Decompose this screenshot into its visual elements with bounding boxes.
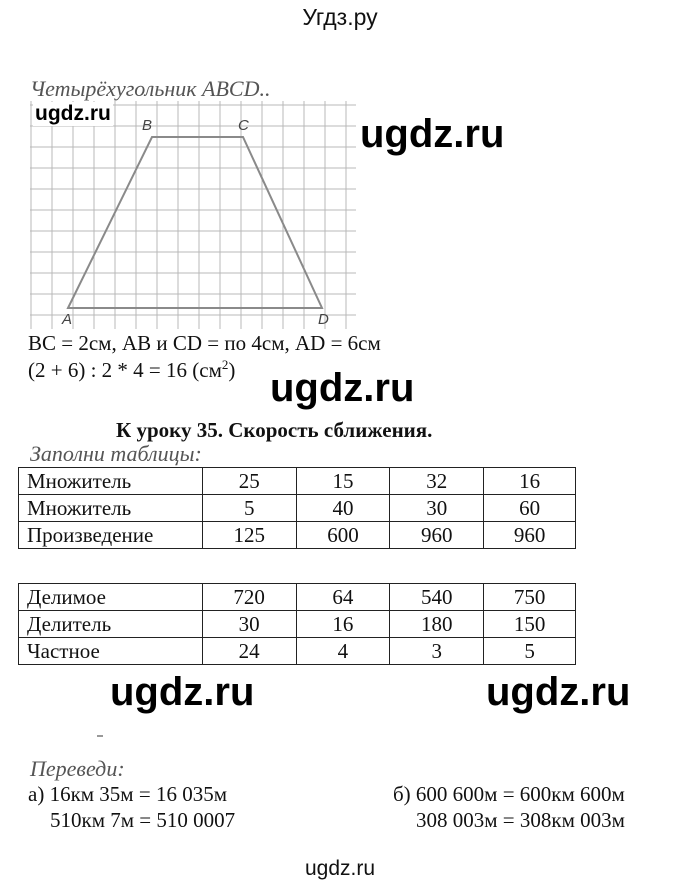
convert-heading: Переведи: — [30, 756, 125, 781]
watermark-large-1: ugdz.ru — [360, 112, 505, 156]
table-cell: 750 — [484, 584, 576, 611]
vertex-b-label: B — [142, 117, 153, 134]
table-row — [19, 522, 576, 549]
figure-background — [30, 101, 356, 329]
division-table — [18, 583, 576, 665]
table-cell: 30 — [390, 495, 484, 522]
table-cell: 24 — [202, 638, 296, 665]
site-header: Угдз.ру — [302, 4, 378, 30]
table-cell: 960 — [484, 522, 576, 549]
table-cell: 16 — [484, 468, 576, 495]
vertex-c-label: C — [238, 117, 249, 134]
convert-b1: б) 600 600м = 600км 600м — [393, 782, 625, 806]
table-cell: 3 — [390, 638, 484, 665]
table-cell: 600 — [296, 522, 390, 549]
multiplication-table — [18, 467, 576, 549]
lesson-title: К уроку 35. Скорость сближения. — [116, 418, 433, 442]
convert-b2: 308 003м = 308км 003м — [416, 808, 625, 832]
vertex-a-label: A — [62, 311, 73, 328]
table-cell: 16 — [296, 611, 390, 638]
figure-caption: Четырёхугольник ABCD.. — [30, 76, 271, 101]
row-label: Делитель — [19, 611, 203, 638]
table-cell: 30 — [202, 611, 296, 638]
site-footer: ugdz.ru — [304, 857, 376, 880]
area-formula-end: ) — [228, 358, 236, 382]
table-row — [19, 495, 576, 522]
vertex-d-label: D — [318, 311, 329, 328]
watermark-large-3: ugdz.ru — [110, 670, 255, 714]
table-row — [19, 468, 576, 495]
area-formula-sup: 2 — [221, 357, 229, 372]
area-formula-main: (2 + 6) : 2 * 4 = 16 (см — [28, 358, 222, 382]
table-cell: 40 — [296, 495, 390, 522]
table-row — [19, 611, 576, 638]
table-cell: 25 — [202, 468, 296, 495]
table-cell: 540 — [390, 584, 484, 611]
watermark-large-4: ugdz.ru — [486, 670, 631, 714]
area-formula-line — [28, 357, 235, 383]
watermark-large-2: ugdz.ru — [270, 366, 415, 410]
convert-a2: 510км 7м = 510 0007 — [50, 808, 236, 832]
table-row — [19, 584, 576, 611]
task-heading: Заполни таблицы: — [30, 441, 202, 466]
sides-line: BC = 2см, AB и CD = по 4см, AD = 6см — [28, 331, 381, 355]
table-cell: 60 — [484, 495, 576, 522]
trapezoid-figure — [30, 101, 356, 329]
table-cell: 64 — [296, 584, 390, 611]
row-label: Произведение — [19, 522, 203, 549]
table-cell: 150 — [484, 611, 576, 638]
table-cell: 5 — [484, 638, 576, 665]
dash-mark — [97, 735, 103, 737]
table-cell: 4 — [296, 638, 390, 665]
row-label: Множитель — [19, 495, 203, 522]
table-cell: 32 — [390, 468, 484, 495]
table-cell: 125 — [202, 522, 296, 549]
watermark-small: ugdz.ru — [35, 102, 111, 125]
table-cell: 180 — [390, 611, 484, 638]
row-label: Множитель — [19, 468, 203, 495]
table-cell: 5 — [202, 495, 296, 522]
convert-a1: а) 16км 35м = 16 035м — [28, 782, 227, 806]
table-row — [19, 638, 576, 665]
row-label: Частное — [19, 638, 203, 665]
table-cell: 15 — [296, 468, 390, 495]
table-cell: 960 — [390, 522, 484, 549]
table-cell: 720 — [202, 584, 296, 611]
row-label: Делимое — [19, 584, 203, 611]
